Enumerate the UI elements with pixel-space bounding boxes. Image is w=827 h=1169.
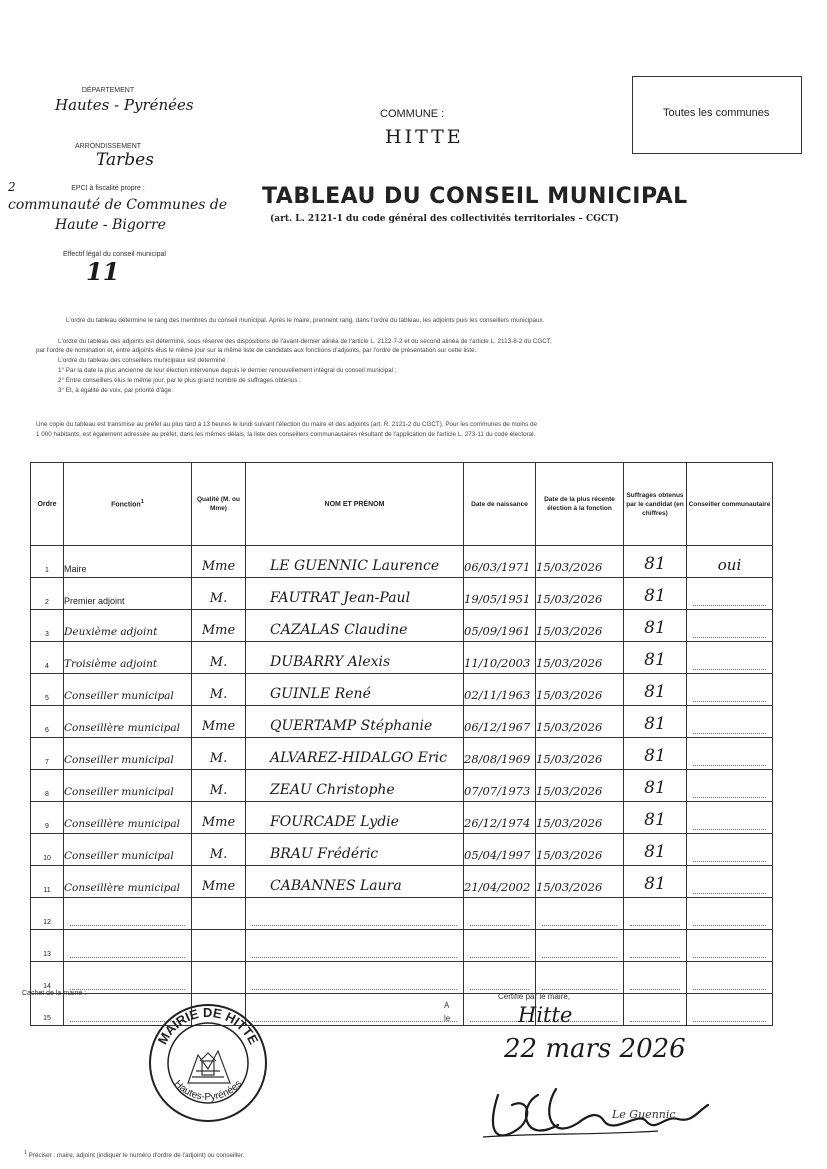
cell-qualite (192, 642, 246, 674)
cell-qualite (192, 898, 246, 930)
footnote-mark: 1 (24, 1150, 27, 1156)
cell-fonction (64, 578, 192, 610)
seal-top-text: MAIRIE DE HITTE (154, 1004, 262, 1047)
header-fonction (64, 463, 192, 546)
cell-fonction (64, 834, 192, 866)
cell-fonction (64, 674, 192, 706)
cell-naissance (464, 738, 536, 770)
cell-ordre: 5 (31, 674, 64, 706)
cell-fonction (64, 610, 192, 642)
signature-text: Le Guennic (612, 1108, 676, 1121)
cell-naissance (464, 898, 536, 930)
cell-election (536, 930, 624, 962)
cell-election (536, 802, 624, 834)
cell-naissance (464, 930, 536, 962)
cell-suffrages-text: 81 (644, 586, 666, 606)
intro-p1: L'ordre du tableau détermine le rang des membres du conseil municipal. Après le maire, prennent rang, dans l'ordre du tableau, les adjoints puis les conseillers municipaux. (66, 317, 545, 324)
dotted-fill-line (70, 941, 185, 958)
intro-p7b: 1 000 habitants, est également adressée au préfet, dans les mêmes délais, la liste des conseillers communautaires résultant de l'application de l'article L. 273-11 du code électoral. (36, 431, 536, 438)
cell-suffrages (624, 674, 687, 706)
cell-nom (246, 962, 464, 994)
dotted-fill-line (70, 909, 185, 926)
dotted-fill-line (470, 941, 529, 958)
cell-fonction-text: Troisième adjoint (64, 658, 158, 670)
page-title: TABLEAU DU CONSEIL MUNICIPAL (262, 184, 688, 209)
cell-communautaire (687, 578, 773, 610)
cell-suffrages (624, 578, 687, 610)
maire-signature (478, 1075, 728, 1155)
table-row (31, 866, 773, 898)
cell-communautaire (687, 866, 773, 898)
cell-fonction (64, 930, 192, 962)
cell-naissance-text: 21/04/2002 (464, 880, 531, 894)
header-ordre: Ordre (31, 463, 64, 546)
footnote (24, 1150, 244, 1159)
dotted-fill-line (693, 941, 766, 958)
table-row (31, 578, 773, 610)
intro-p3: L'ordre du tableau des conseillers municipaux est déterminé : (58, 357, 229, 364)
cell-qualite (192, 770, 246, 802)
lieu-value: Hitte (518, 1003, 573, 1027)
cell-ordre: 12 (31, 898, 64, 930)
cell-ordre: 4 (31, 642, 64, 674)
cell-qualite-text: M. (209, 591, 228, 606)
epci-value-line1: communauté de Communes de (8, 197, 228, 213)
dotted-fill-line (252, 909, 457, 926)
cell-election-text: 15/03/2026 (536, 720, 603, 734)
cell-suffrages (624, 866, 687, 898)
cell-suffrages (624, 930, 687, 962)
cell-qualite-text: M. (209, 655, 228, 670)
dotted-fill-line (693, 973, 766, 990)
cell-nom-text: FAUTRAT Jean-Paul (270, 590, 411, 606)
dotted-fill-line (693, 653, 766, 670)
cell-ordre: 11 (31, 866, 64, 898)
cell-election-text: 15/03/2026 (536, 880, 603, 894)
cell-nom (246, 866, 464, 898)
cell-nom (246, 578, 464, 610)
dotted-fill-line (252, 973, 457, 990)
date-value: 22 mars 2026 (504, 1034, 686, 1064)
cell-communautaire (687, 802, 773, 834)
cell-fonction (64, 738, 192, 770)
cell-communautaire (687, 738, 773, 770)
cell-fonction (64, 898, 192, 930)
cell-suffrages-text: 81 (644, 746, 666, 766)
cell-qualite-text: M. (209, 751, 228, 766)
cell-election (536, 578, 624, 610)
cell-qualite-text: Mme (201, 879, 236, 894)
cell-communautaire (687, 706, 773, 738)
cell-nom-text: FOURCADE Lydie (270, 814, 399, 830)
dotted-fill-line (693, 877, 766, 894)
cell-qualite (192, 962, 246, 994)
header-communautaire: Conseiller communautaire (687, 463, 773, 546)
cell-communautaire (687, 674, 773, 706)
cell-naissance-text: 06/12/1967 (464, 720, 531, 734)
cell-suffrages-text: 81 (644, 650, 666, 670)
seal-emblem (188, 1051, 230, 1083)
dotted-fill-line (693, 717, 766, 734)
cell-election-text: 15/03/2026 (536, 848, 603, 862)
toutes-communes-box (632, 76, 802, 154)
cell-naissance (464, 706, 536, 738)
cell-suffrages (624, 706, 687, 738)
cell-naissance (464, 642, 536, 674)
cell-suffrages-text: 81 (644, 778, 666, 798)
header-suffrages: Suffrages obtenus par le candidat (en chiffres) (624, 463, 687, 546)
cell-election-text: 15/03/2026 (536, 784, 603, 798)
cell-suffrages (624, 962, 687, 994)
cell-communautaire (687, 994, 773, 1026)
cell-nom (246, 802, 464, 834)
cell-qualite (192, 546, 246, 578)
cachet-label: Cachet de la mairie : (22, 990, 87, 997)
header-fonction-sup: 1 (140, 499, 144, 506)
dotted-fill-line (252, 1005, 457, 1022)
table-row (31, 834, 773, 866)
cell-ordre: 6 (31, 706, 64, 738)
certifie-label: Certifié par le maire, (498, 992, 571, 1001)
cell-ordre: 8 (31, 770, 64, 802)
cell-ordre: 13 (31, 930, 64, 962)
cell-fonction (64, 770, 192, 802)
cell-election (536, 898, 624, 930)
cell-qualite (192, 834, 246, 866)
cell-communautaire (687, 898, 773, 930)
cell-naissance-text: 06/03/1971 (464, 560, 531, 574)
cell-ordre: 1 (31, 546, 64, 578)
cell-fonction-text: Conseiller municipal (64, 754, 174, 766)
cell-ordre: 9 (31, 802, 64, 834)
cell-fonction-text: Premier adjoint (64, 596, 125, 606)
dotted-fill-line (630, 973, 680, 990)
cell-election (536, 962, 624, 994)
dotted-fill-line (693, 1005, 766, 1022)
cell-ordre: 3 (31, 610, 64, 642)
cell-nom-text: GUINLE René (270, 686, 371, 702)
cell-ordre: 10 (31, 834, 64, 866)
dotted-fill-line (693, 589, 766, 606)
cell-naissance-text: 05/09/1961 (464, 624, 531, 638)
table-row (31, 738, 773, 770)
epci-label: EPCI à fiscalité propre : (71, 185, 145, 192)
cell-fonction-text: Conseillère municipal (64, 818, 180, 830)
cell-nom (246, 610, 464, 642)
cell-naissance (464, 802, 536, 834)
table-row (31, 802, 773, 834)
cell-fonction (64, 546, 192, 578)
cell-suffrages (624, 546, 687, 578)
cell-election (536, 866, 624, 898)
cell-nom-text: CAZALAS Claudine (270, 622, 408, 638)
cell-nom (246, 738, 464, 770)
cell-naissance-text: 26/12/1974 (464, 816, 531, 830)
page-subtitle: (art. L. 2121-1 du code général des collectivités territoriales – CGCT) (270, 214, 619, 224)
cell-suffrages-text: 81 (644, 618, 666, 638)
mairie-seal (148, 1003, 268, 1123)
cell-nom (246, 674, 464, 706)
dotted-fill-line (252, 941, 457, 958)
cell-nom-text: QUERTAMP Stéphanie (270, 718, 433, 734)
cell-suffrages-text: 81 (644, 682, 666, 702)
table-row (31, 770, 773, 802)
cell-suffrages (624, 642, 687, 674)
cell-naissance (464, 578, 536, 610)
cell-nom (246, 834, 464, 866)
dotted-fill-line (470, 909, 529, 926)
cell-communautaire (687, 770, 773, 802)
header-fonction-text: Fonction (111, 501, 141, 509)
cell-suffrages (624, 610, 687, 642)
cell-naissance-text: 02/11/1963 (464, 688, 531, 702)
cell-election (536, 706, 624, 738)
dotted-fill-line (693, 621, 766, 638)
dotted-fill-line (693, 845, 766, 862)
cell-communautaire-text: oui (717, 556, 742, 574)
cell-nom-text: BRAU Frédéric (270, 846, 379, 862)
dotted-fill-line (693, 813, 766, 830)
cell-election (536, 834, 624, 866)
table-row (31, 674, 773, 706)
epci-value-line2: Haute - Bigorre (55, 217, 166, 233)
cell-election (536, 738, 624, 770)
commune-value: HITTE (385, 126, 464, 148)
cell-election (536, 546, 624, 578)
effectif-value: 11 (86, 257, 120, 286)
cell-qualite-text: M. (209, 783, 228, 798)
seal-bottom-text: Hautes-Pyrénées (171, 1078, 245, 1103)
cell-nom (246, 930, 464, 962)
cell-nom-text: CABANNES Laura (270, 878, 402, 894)
cell-nom (246, 706, 464, 738)
table-row (31, 706, 773, 738)
cell-qualite-text: Mme (201, 623, 236, 638)
cell-suffrages (624, 738, 687, 770)
dotted-fill-line (470, 973, 529, 990)
cell-communautaire (687, 610, 773, 642)
commune-label: COMMUNE : (380, 108, 445, 120)
dotted-fill-line (630, 1005, 680, 1022)
cell-election (536, 642, 624, 674)
cell-suffrages-text: 81 (644, 842, 666, 862)
epci-number: 2 (8, 180, 16, 194)
header-qualite: Qualité (M. ou Mme) (192, 463, 246, 546)
arrondissement-value: Tarbes (96, 150, 154, 170)
header-nom: NOM ET PRÉNOM (246, 463, 464, 546)
cell-nom-text: DUBARRY Alexis (270, 654, 391, 670)
dotted-fill-line (542, 909, 617, 926)
cell-naissance-text: 28/08/1969 (464, 752, 531, 766)
effectif-label: Effectif légal du conseil municipal (63, 251, 166, 258)
dotted-fill-line (630, 941, 680, 958)
cell-suffrages (624, 994, 687, 1026)
cell-election (536, 770, 624, 802)
cell-fonction (64, 706, 192, 738)
table-body (31, 546, 773, 1026)
cell-naissance (464, 610, 536, 642)
dotted-fill-line (693, 781, 766, 798)
cell-election-text: 15/03/2026 (536, 752, 603, 766)
cell-suffrages-text: 81 (644, 874, 666, 894)
cell-fonction-text: Conseiller municipal (64, 850, 174, 862)
header-election: Date de la plus récente élection à la fonction (536, 463, 624, 546)
cell-ordre: 14 (31, 962, 64, 994)
cell-fonction-text: Maire (64, 564, 87, 574)
dotted-fill-line (542, 973, 617, 990)
dotted-fill-line (693, 685, 766, 702)
dotted-fill-line (70, 973, 185, 990)
cell-fonction-text: Conseiller municipal (64, 786, 174, 798)
cell-fonction (64, 802, 192, 834)
dotted-fill-line (542, 941, 617, 958)
header-naissance: Date de naissance (464, 463, 536, 546)
cell-naissance (464, 866, 536, 898)
cell-fonction (64, 962, 192, 994)
cell-election-text: 15/03/2026 (536, 816, 603, 830)
cell-ordre: 2 (31, 578, 64, 610)
cell-suffrages-text: 81 (644, 554, 666, 574)
cell-ordre: 7 (31, 738, 64, 770)
cell-suffrages (624, 898, 687, 930)
intro-p2b: par l'ordre de nomination et, entre adjoints élus le même jour sur la même liste de candidats aux fonctions d'adjoints, par l'ordre de présentation sur cette liste. (36, 347, 477, 354)
cell-qualite (192, 610, 246, 642)
cell-nom (246, 898, 464, 930)
cell-communautaire (687, 962, 773, 994)
dotted-fill-line (693, 909, 766, 926)
cell-fonction-text: Conseillère municipal (64, 722, 180, 734)
cell-nom-text: LE GUENNIC Laurence (270, 558, 440, 574)
table-row (31, 962, 773, 994)
cell-naissance (464, 770, 536, 802)
cell-qualite (192, 578, 246, 610)
cell-communautaire (687, 642, 773, 674)
cell-naissance-text: 05/04/1997 (464, 848, 531, 862)
cell-qualite-text: M. (209, 687, 228, 702)
cell-election-text: 15/03/2026 (536, 688, 603, 702)
table-header-row (31, 463, 773, 546)
intro-p5: 2° Entre conseillers élus le même jour, par le plus grand nombre de suffrages obtenus ; (58, 377, 301, 384)
dotted-fill-line (693, 749, 766, 766)
cell-qualite-text: Mme (201, 815, 236, 830)
cell-qualite-text: Mme (201, 719, 236, 734)
cell-qualite-text: Mme (201, 559, 236, 574)
intro-p2a: L'ordre du tableau des adjoints est déterminé, sous réserve des dispositions de l'avant-dernier alinéa de l'article L. 2122-7-2 et du second alinéa de l'article L. 2113-8-2 du CGCT, (58, 338, 552, 345)
cell-ordre: 15 (31, 994, 64, 1026)
toutes-communes-label: Toutes les communes (663, 107, 770, 119)
table-row (31, 898, 773, 930)
footnote-text: Préciser : maire, adjoint (indiquer le numéro d'ordre de l'adjoint) ou conseiller. (28, 1152, 245, 1160)
le-label: le (444, 1014, 451, 1023)
table-row (31, 610, 773, 642)
cell-nom-text: ALVAREZ-HIDALGO Eric (270, 750, 447, 766)
cell-nom (246, 642, 464, 674)
cell-communautaire (687, 546, 773, 578)
cell-naissance (464, 834, 536, 866)
cell-fonction-text: Deuxième adjoint (64, 626, 158, 638)
cell-qualite (192, 866, 246, 898)
cell-suffrages (624, 834, 687, 866)
intro-p6: 3° Et, à égalité de voix, par priorité d'âge. (58, 387, 174, 394)
table-row (31, 546, 773, 578)
cell-suffrages (624, 770, 687, 802)
cell-election-text: 15/03/2026 (536, 656, 603, 670)
cell-fonction (64, 866, 192, 898)
cell-qualite-text: M. (209, 847, 228, 862)
table-row (31, 930, 773, 962)
cell-communautaire (687, 834, 773, 866)
cell-naissance-text: 07/07/1973 (464, 784, 531, 798)
a-label: A (444, 1001, 450, 1010)
cell-qualite (192, 738, 246, 770)
council-table (30, 462, 773, 1026)
cell-naissance (464, 674, 536, 706)
table-row (31, 642, 773, 674)
cell-election (536, 674, 624, 706)
cell-election-text: 15/03/2026 (536, 560, 603, 574)
cell-naissance-text: 11/10/2003 (464, 656, 531, 670)
cell-naissance (464, 546, 536, 578)
dotted-fill-line (630, 909, 680, 926)
cell-communautaire (687, 930, 773, 962)
cell-fonction-text: Conseiller municipal (64, 690, 174, 702)
table-row (31, 994, 773, 1026)
departement-label: DÉPARTEMENT (81, 87, 135, 94)
cell-nom (246, 546, 464, 578)
cell-nom (246, 770, 464, 802)
cell-election (536, 610, 624, 642)
intro-p4: 1° Par la date la plus ancienne de leur élection intervenue depuis le dernier renouvellement intégral du conseil municipal ; (58, 367, 397, 374)
intro-p7a: Une copie du tableau est transmise au préfet au plus tard à 13 heures le lundi suivant l'élection du maire et des adjoints (art. R. 2121-2 du CGCT). Pour les communes de moins de (36, 421, 538, 428)
cell-fonction-text: Conseillère municipal (64, 882, 180, 894)
cell-nom (246, 994, 464, 1026)
arrondissement-label: ARRONDISSEMENT (74, 143, 142, 150)
cell-qualite (192, 674, 246, 706)
cell-suffrages-text: 81 (644, 714, 666, 734)
cell-qualite (192, 802, 246, 834)
cell-qualite (192, 930, 246, 962)
cell-fonction (64, 642, 192, 674)
cell-nom-text: ZEAU Christophe (270, 782, 395, 798)
cell-naissance (464, 962, 536, 994)
departement-value: Hautes - Pyrénées (55, 96, 194, 114)
cell-suffrages (624, 802, 687, 834)
cell-election-text: 15/03/2026 (536, 624, 603, 638)
cell-election-text: 15/03/2026 (536, 592, 603, 606)
cell-qualite (192, 706, 246, 738)
cell-suffrages-text: 81 (644, 810, 666, 830)
cell-naissance-text: 19/05/1951 (464, 592, 531, 606)
